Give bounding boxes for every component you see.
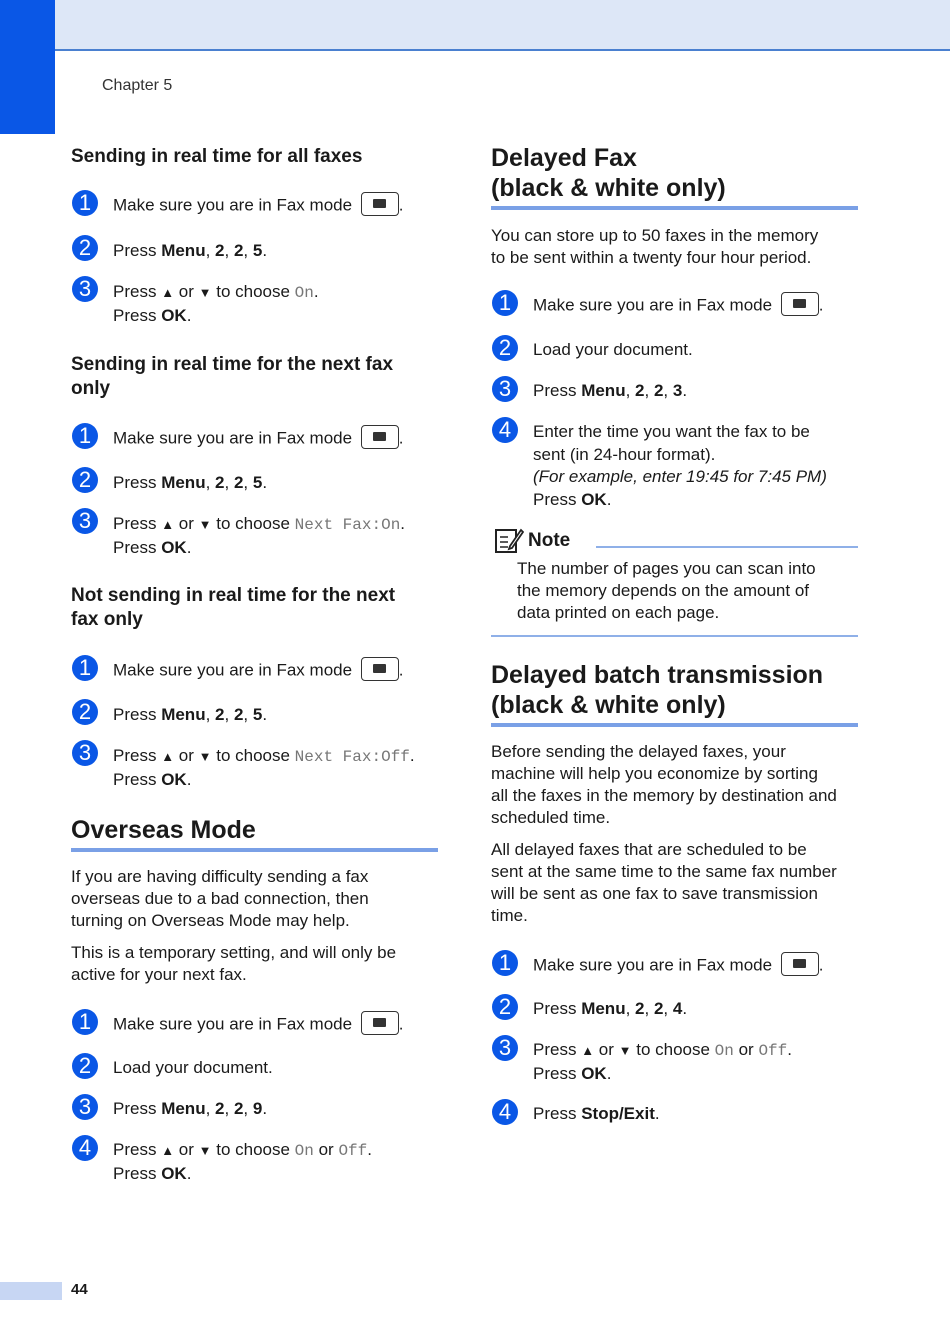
step-number: 2 — [72, 699, 98, 725]
section-title: Delayed batch transmission (black & white only) — [491, 661, 824, 719]
step-text: Press ▲ or ▼ to choose Next Fax:On. Press OK. — [113, 514, 406, 557]
fax-mode-icon — [361, 1011, 399, 1035]
up-arrow-icon: ▲ — [161, 1143, 175, 1158]
section-heading: Not sending in real time for the next fax only — [71, 585, 396, 630]
paragraph: All delayed faxes that are scheduled to be sent at the same time to the same fax number will be sent as one fax to save transmission time. — [491, 840, 837, 925]
paragraph: Before sending the delayed faxes, your machine will help you economize by sorting all the faxes in the memory by destination and scheduled time. — [491, 742, 837, 827]
step-number: 3 — [492, 1035, 518, 1061]
heading-rule — [491, 723, 858, 727]
step-number: 3 — [492, 376, 518, 402]
step-text: Make sure you are in Fax mode . — [113, 194, 404, 218]
page-number: 44 — [71, 1281, 88, 1298]
step-number: 1 — [492, 950, 518, 976]
step-number: 1 — [72, 423, 98, 449]
step-text: Load your document. — [113, 1058, 273, 1077]
step-number: 3 — [72, 276, 98, 302]
step-text: Press Menu, 2, 2, 5. — [113, 241, 268, 260]
fax-mode-icon — [361, 192, 399, 216]
step-text: Press ▲ or ▼ to choose On or Off. Press OK. — [113, 1140, 372, 1183]
step-number: 2 — [72, 467, 98, 493]
note-text: The number of pages you can scan into the memory depends on the amount of data printed on each page. — [517, 559, 816, 622]
heading-rule — [491, 206, 858, 210]
up-arrow-icon: ▲ — [581, 1043, 595, 1058]
step-number: 1 — [492, 290, 518, 316]
step-number: 2 — [72, 235, 98, 261]
step-number: 4 — [492, 417, 518, 443]
note-label: Note — [528, 530, 571, 551]
step-text: Press Menu, 2, 2, 4. — [533, 999, 688, 1018]
step-text: Press Menu, 2, 2, 5. — [113, 473, 268, 492]
step-text: Make sure you are in Fax mode . — [113, 659, 404, 683]
section-title: Overseas Mode — [71, 816, 256, 844]
step-number: 3 — [72, 740, 98, 766]
note-pencil-icon — [494, 526, 524, 554]
section-title: Delayed Fax (black & white only) — [491, 144, 726, 202]
step-number: 3 — [72, 508, 98, 534]
down-arrow-icon: ▼ — [198, 285, 212, 300]
step-text: Make sure you are in Fax mode . — [533, 954, 824, 978]
step-number: 4 — [492, 1099, 518, 1125]
section-heading: Sending in real time for the next fax only — [71, 354, 394, 399]
step-text: Press Menu, 2, 2, 9. — [113, 1099, 268, 1118]
header-bar — [0, 0, 950, 51]
up-arrow-icon: ▲ — [161, 285, 175, 300]
step-text: Press ▲ or ▼ to choose On. Press OK. — [113, 282, 319, 325]
step-number: 4 — [72, 1135, 98, 1161]
step-number: 1 — [72, 655, 98, 681]
footer-bar — [0, 1282, 62, 1300]
step-text: Make sure you are in Fax mode . — [113, 427, 404, 451]
note-rule — [596, 546, 858, 548]
down-arrow-icon: ▼ — [198, 1143, 212, 1158]
step-text: Load your document. — [533, 340, 693, 359]
up-arrow-icon: ▲ — [161, 749, 175, 764]
step-text: Make sure you are in Fax mode . — [533, 294, 824, 318]
fax-mode-icon — [781, 952, 819, 976]
down-arrow-icon: ▼ — [198, 749, 212, 764]
step-text: Press Stop/Exit. — [533, 1104, 660, 1123]
step-number: 2 — [72, 1053, 98, 1079]
fax-mode-icon — [781, 292, 819, 316]
up-arrow-icon: ▲ — [161, 517, 175, 532]
step-text: Press ▲ or ▼ to choose Next Fax:Off. Press OK. — [113, 746, 415, 789]
step-text: Press Menu, 2, 2, 3. — [533, 381, 688, 400]
chapter-tab — [0, 0, 55, 134]
paragraph: You can store up to 50 faxes in the memory to be sent within a twenty four hour period. — [491, 226, 819, 267]
step-number: 2 — [492, 335, 518, 361]
step-number: 1 — [72, 190, 98, 216]
step-text: Enter the time you want the fax to be sent (in 24-hour format). (For example, enter 19:45 for 7:45 PM) Press OK. — [533, 422, 827, 509]
step-number: 3 — [72, 1094, 98, 1120]
step-number: 1 — [72, 1009, 98, 1035]
down-arrow-icon: ▼ — [618, 1043, 632, 1058]
fax-mode-icon — [361, 425, 399, 449]
paragraph: This is a temporary setting, and will only be active for your next fax. — [71, 943, 397, 984]
step-text: Press Menu, 2, 2, 5. — [113, 705, 268, 724]
paragraph: If you are having difficulty sending a fax overseas due to a bad connection, then turning on Overseas Mode may help. — [71, 867, 369, 930]
step-number: 2 — [492, 994, 518, 1020]
step-text: Make sure you are in Fax mode . — [113, 1013, 404, 1037]
note-bottom-rule — [491, 635, 858, 637]
heading-rule — [71, 848, 438, 852]
section-heading: Sending in real time for all faxes — [71, 146, 363, 167]
chapter-label: Chapter 5 — [102, 77, 173, 94]
fax-mode-icon — [361, 657, 399, 681]
step-text: Press ▲ or ▼ to choose On or Off. Press OK. — [533, 1040, 792, 1083]
down-arrow-icon: ▼ — [198, 517, 212, 532]
